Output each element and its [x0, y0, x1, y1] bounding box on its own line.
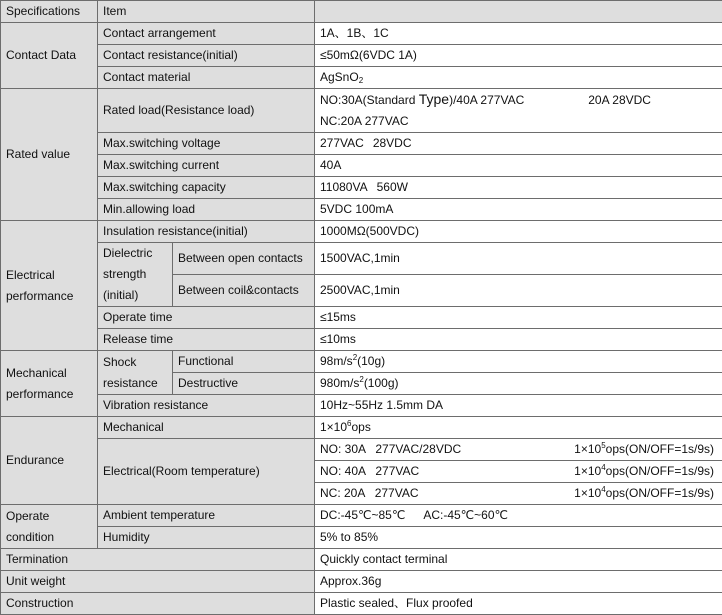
- value-shock-destructive: [315, 373, 722, 395]
- item-shock-resistance: [98, 351, 173, 395]
- table-row: [1, 395, 722, 417]
- item-insulation-resistance: Insulation resistance(initial): [98, 221, 315, 243]
- rated-load-no-b: )/40A 277VAC: [449, 93, 524, 107]
- item-contact-material: Contact material: [98, 67, 315, 89]
- item-min-allowing-load: Min.allowing load: [98, 199, 315, 221]
- table-row: [1, 177, 722, 199]
- table-row: [1, 221, 722, 243]
- category-endurance: Endurance: [1, 417, 98, 505]
- value-vibration-resistance: 10Hz~55Hz 1.5mm DA: [315, 395, 722, 417]
- item-construction: Construction: [1, 593, 315, 615]
- mech-end-tail: ops: [351, 420, 370, 434]
- header-row: [1, 1, 722, 23]
- header-specifications: Specifications: [1, 1, 98, 23]
- mechanical-line-2: performance: [6, 384, 97, 405]
- table-row: [1, 67, 722, 89]
- value-max-switching-voltage: [315, 133, 722, 155]
- value-shock-functional: [315, 351, 722, 373]
- destructive-base: 980m/s: [320, 376, 359, 390]
- electrical-line-2: performance: [6, 286, 97, 307]
- category-operate-condition: [1, 505, 98, 549]
- material-base: AgSnO: [320, 70, 359, 84]
- functional-base: 98m/s: [320, 354, 353, 368]
- shock-line-1: Shock: [103, 352, 172, 373]
- ambient-ac: AC:-45℃~60℃: [423, 508, 508, 522]
- elec-end-tail-3: ops(ON/OFF=1s/9s): [606, 486, 714, 500]
- max-voltage-dc: 28VDC: [373, 136, 412, 150]
- value-rated-load: [315, 89, 722, 133]
- value-between-coil-contacts: 2500VAC,1min: [315, 275, 722, 307]
- table-row: [1, 155, 722, 177]
- category-contact-data: Contact Data: [1, 23, 98, 89]
- ambient-dc: DC:-45℃~85℃: [320, 508, 405, 522]
- item-contact-resistance: Contact resistance(initial): [98, 45, 315, 67]
- value-operate-time: ≤15ms: [315, 307, 722, 329]
- dielectric-line-3: (initial): [103, 285, 172, 306]
- item-operate-time: Operate time: [98, 307, 315, 329]
- value-mechanical-endurance: [315, 417, 722, 439]
- category-mechanical-performance: [1, 351, 98, 417]
- value-between-open-contacts: 1500VAC,1min: [315, 243, 722, 275]
- rated-load-no-a: NO:30A(Standard: [320, 93, 419, 107]
- header-value: [315, 1, 722, 23]
- item-electrical-endurance: Electrical(Room temperature): [98, 439, 315, 505]
- dielectric-line-1: Dielectric: [103, 243, 172, 264]
- rated-load-type: Type: [419, 91, 449, 107]
- value-max-switching-capacity: [315, 177, 722, 199]
- elec-end-sup-2: 4: [601, 463, 605, 472]
- rated-load-line-1: [320, 89, 722, 111]
- value-electrical-endurance-1: [315, 439, 722, 461]
- item-between-open-contacts: Between open contacts: [173, 243, 315, 275]
- functional-sup: 2: [353, 353, 357, 362]
- mech-end-base: 1×10: [320, 420, 347, 434]
- dielectric-line-2: strength: [103, 264, 172, 285]
- shock-line-2: resistance: [103, 373, 172, 394]
- elec-end-base-3: 1×10: [574, 486, 601, 500]
- table-row: [1, 307, 722, 329]
- header-item: Item: [98, 1, 315, 23]
- value-humidity: 5% to 85%: [315, 527, 722, 549]
- max-voltage-ac: 277VAC: [320, 136, 364, 150]
- table-row: [1, 133, 722, 155]
- table-row: [1, 527, 722, 549]
- table-row: [1, 549, 722, 571]
- destructive-tail: (100g): [364, 376, 399, 390]
- item-shock-functional: Functional: [173, 351, 315, 373]
- value-termination: Quickly contact terminal: [315, 549, 722, 571]
- table-row: [1, 45, 722, 67]
- elec-end-load-3: NC: 20A 277VAC: [320, 483, 419, 504]
- functional-tail: (10g): [357, 354, 385, 368]
- elec-end-load-1: NO: 30A 277VAC/28VDC: [320, 439, 461, 460]
- table-row: [1, 23, 722, 45]
- item-between-coil-contacts: Between coil&contacts: [173, 275, 315, 307]
- value-construction: Plastic sealed、Flux proofed: [315, 593, 722, 615]
- item-unit-weight: Unit weight: [1, 571, 315, 593]
- item-release-time: Release time: [98, 329, 315, 351]
- category-rated-value: Rated value: [1, 89, 98, 221]
- item-mechanical-endurance: Mechanical: [98, 417, 315, 439]
- rated-load-dc: 20A 28VDC: [588, 93, 651, 107]
- material-subscript: 2: [359, 76, 363, 85]
- elec-end-ops-1: [574, 439, 714, 460]
- item-max-switching-capacity: Max.switching capacity: [98, 177, 315, 199]
- item-max-switching-voltage: Max.switching voltage: [98, 133, 315, 155]
- value-contact-resistance: ≤50mΩ(6VDC 1A): [315, 45, 722, 67]
- elec-end-sup-3: 4: [601, 485, 605, 494]
- max-capacity-va: 11080VA: [320, 180, 368, 194]
- table-row: [1, 243, 722, 275]
- table-row: [1, 505, 722, 527]
- mechanical-line-1: Mechanical: [6, 363, 97, 384]
- mech-end-sup: 6: [347, 419, 351, 428]
- value-unit-weight: Approx.36g: [315, 571, 722, 593]
- table-row: [1, 351, 722, 373]
- value-electrical-endurance-2: [315, 461, 722, 483]
- table-row: [1, 199, 722, 221]
- item-shock-destructive: Destructive: [173, 373, 315, 395]
- elec-end-load-2: NO: 40A 277VAC: [320, 461, 419, 482]
- operate-line-2: condition: [6, 527, 97, 548]
- item-termination: Termination: [1, 549, 315, 571]
- value-contact-arrangement: 1A、1B、1C: [315, 23, 722, 45]
- value-contact-material: [315, 67, 722, 89]
- electrical-line-1: Electrical: [6, 265, 97, 286]
- elec-end-tail-1: ops(ON/OFF=1s/9s): [606, 442, 714, 456]
- item-rated-load: Rated load(Resistance load): [98, 89, 315, 133]
- table-row: [1, 439, 722, 461]
- elec-end-tail-2: ops(ON/OFF=1s/9s): [606, 464, 714, 478]
- elec-end-base-2: 1×10: [574, 464, 601, 478]
- elec-end-sup-1: 5: [601, 441, 605, 450]
- value-insulation-resistance: 1000MΩ(500VDC): [315, 221, 722, 243]
- table-row: [1, 329, 722, 351]
- elec-end-ops-3: [574, 483, 714, 504]
- destructive-sup: 2: [359, 375, 363, 384]
- table-row: [1, 89, 722, 133]
- value-max-switching-current: 40A: [315, 155, 722, 177]
- value-electrical-endurance-3: [315, 483, 722, 505]
- item-ambient-temperature: Ambient temperature: [98, 505, 315, 527]
- table-row: [1, 417, 722, 439]
- table-row: [1, 571, 722, 593]
- category-electrical-performance: [1, 221, 98, 351]
- item-humidity: Humidity: [98, 527, 315, 549]
- item-max-switching-current: Max.switching current: [98, 155, 315, 177]
- value-min-allowing-load: 5VDC 100mA: [315, 199, 722, 221]
- item-dielectric-strength: [98, 243, 173, 307]
- elec-end-base-1: 1×10: [574, 442, 601, 456]
- elec-end-ops-2: [574, 461, 714, 482]
- item-vibration-resistance: Vibration resistance: [98, 395, 315, 417]
- operate-line-1: Operate: [6, 506, 97, 527]
- max-capacity-w: 560W: [377, 180, 408, 194]
- value-ambient-temperature: [315, 505, 722, 527]
- value-release-time: ≤10ms: [315, 329, 722, 351]
- table-row: [1, 593, 722, 615]
- rated-load-line-2: NC:20A 277VAC: [320, 111, 722, 132]
- item-contact-arrangement: Contact arrangement: [98, 23, 315, 45]
